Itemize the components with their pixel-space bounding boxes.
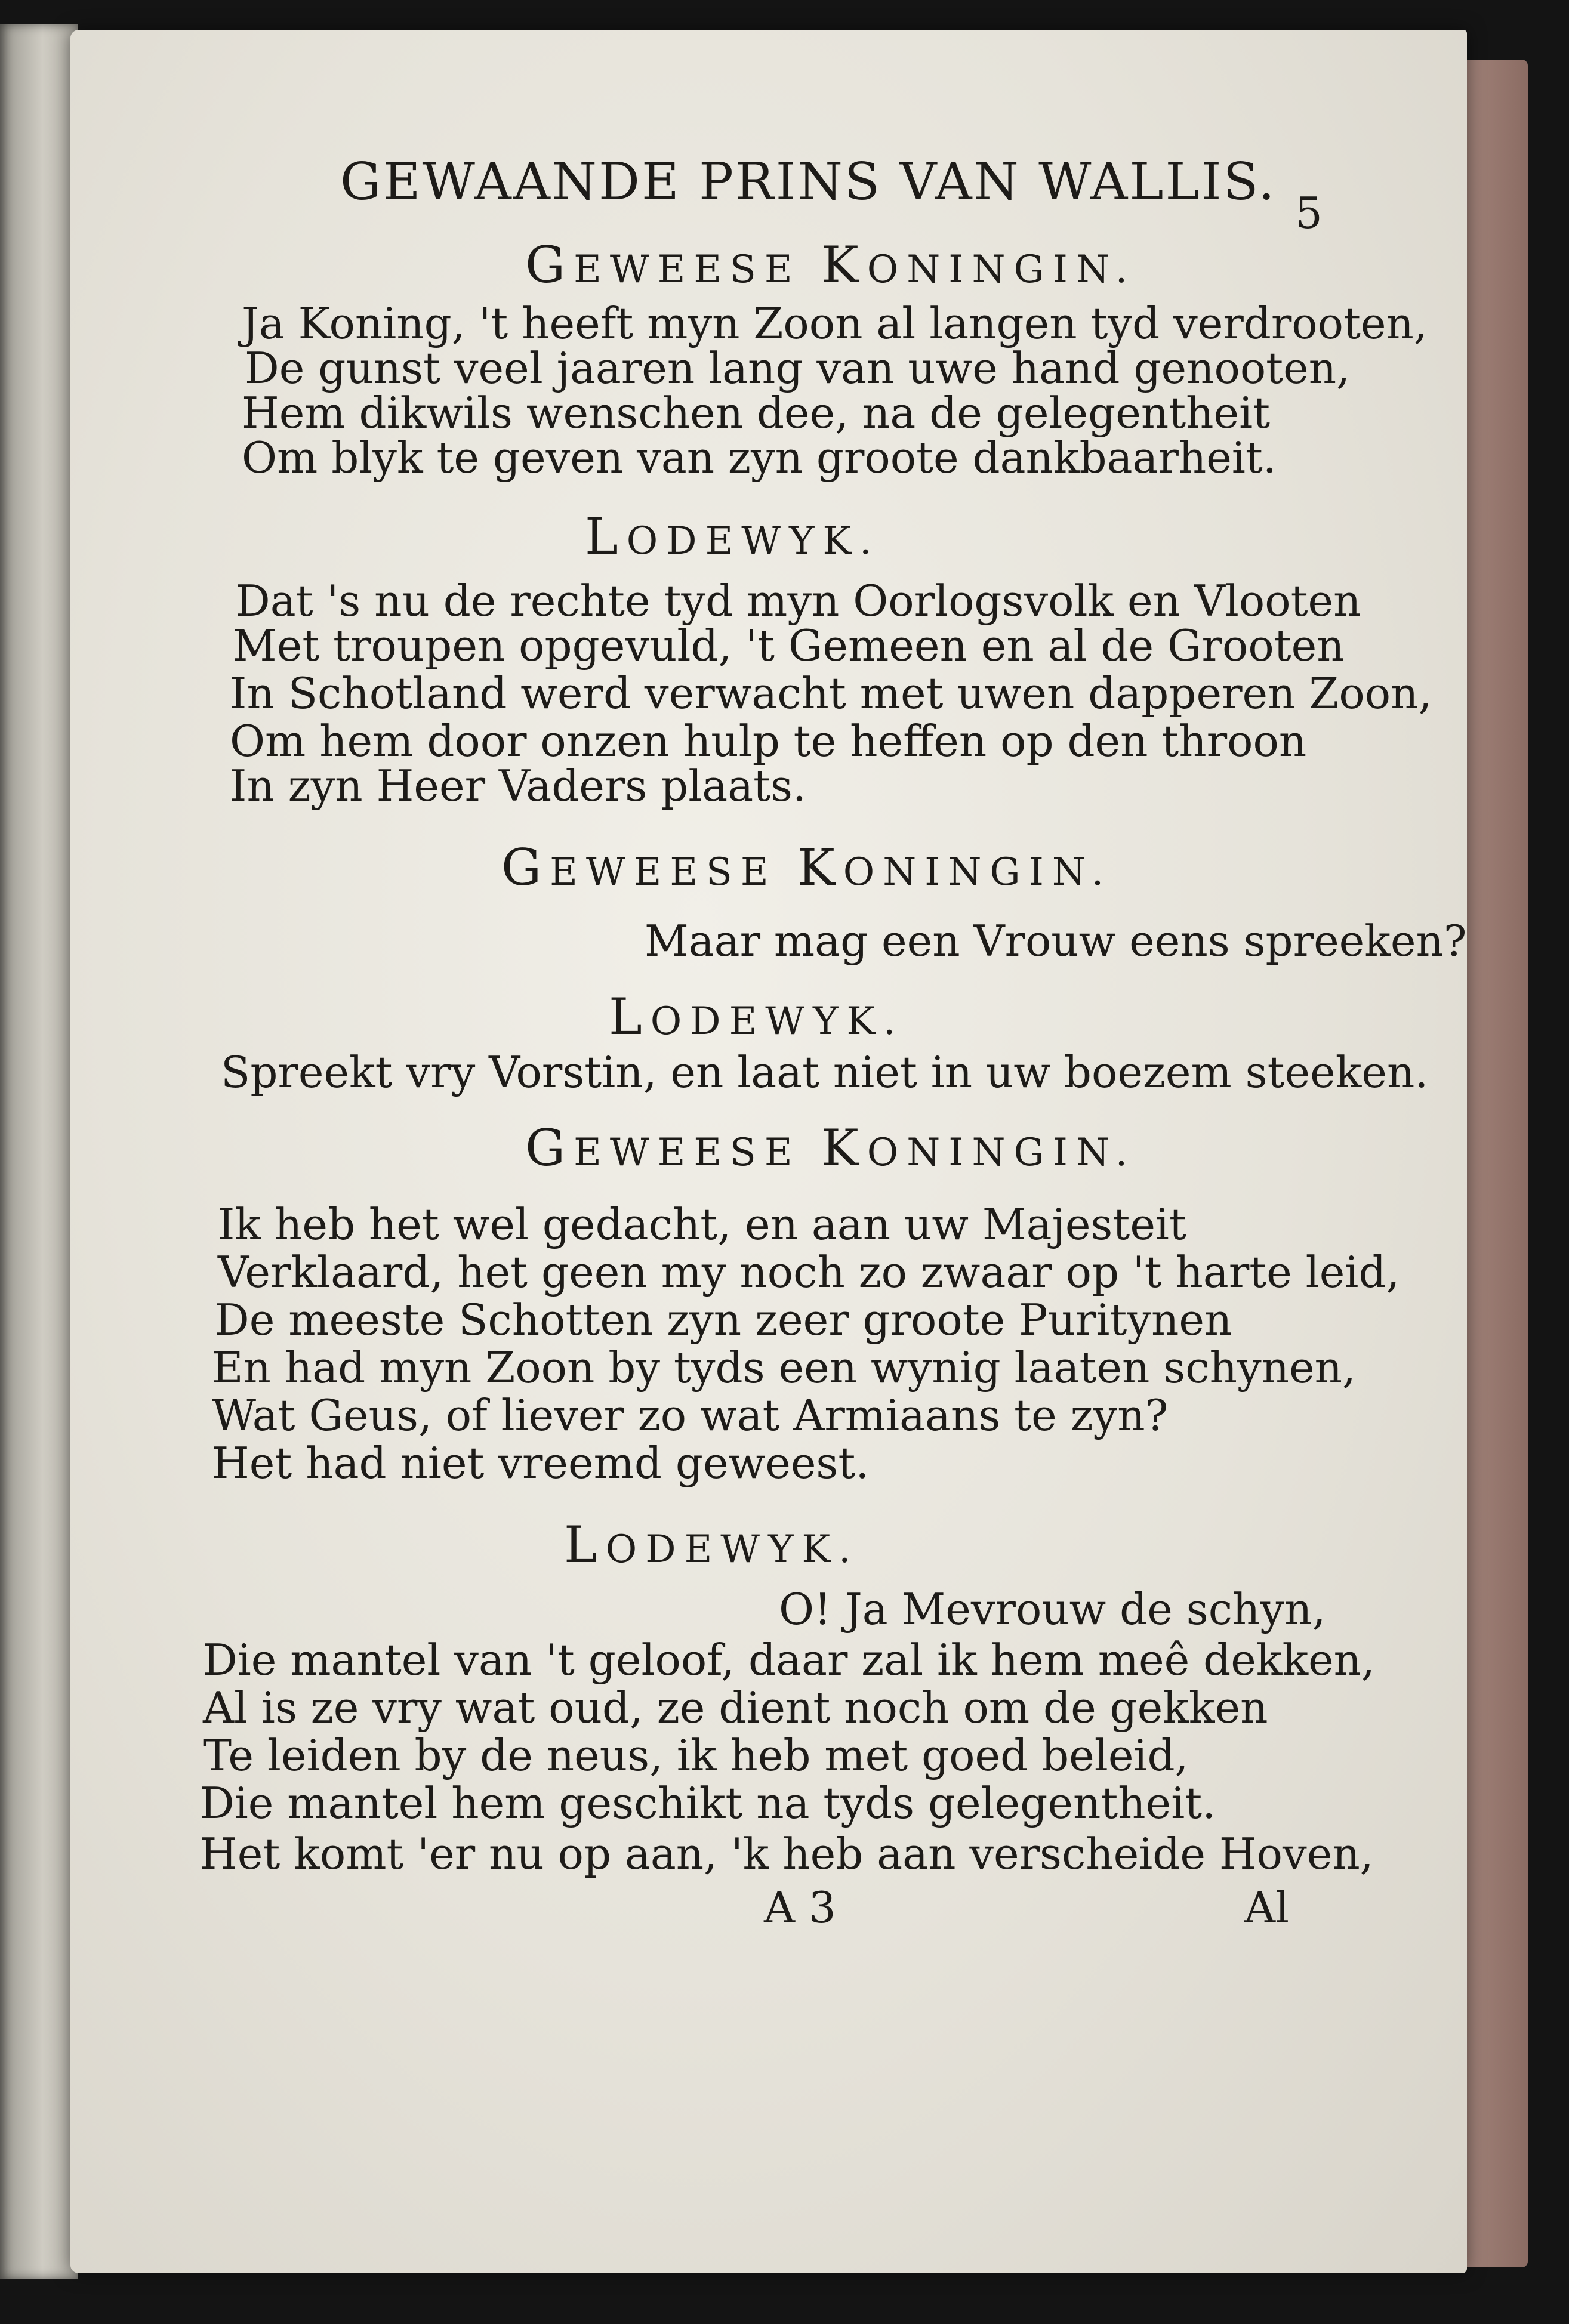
running-head: GEWAANDE PRINS VAN WALLIS. bbox=[340, 152, 1277, 212]
verse-line: Om blyk te geven van zyn groote dankbaarheit. bbox=[242, 433, 1277, 483]
speaker-heading: GEWEESE KONINGIN. bbox=[501, 838, 1112, 897]
verse-line: De meeste Schotten zyn zeer groote Puritynen bbox=[215, 1295, 1232, 1345]
speaker-heading: LODEWYK. bbox=[585, 507, 880, 566]
verse-line: Hem dikwils wenschen dee, na de gelegentheit bbox=[242, 388, 1271, 438]
verse-line: Maar mag een Vrouw eens spreeken? bbox=[645, 916, 1467, 966]
catchword: Al bbox=[1244, 1882, 1290, 1933]
verse-line: En had myn Zoon by tyds een wynig laaten schynen, bbox=[212, 1342, 1356, 1393]
signature-mark: A 3 bbox=[764, 1882, 836, 1933]
verse-line: In zyn Heer Vaders plaats. bbox=[230, 761, 806, 811]
speaker-heading: LODEWYK. bbox=[609, 987, 904, 1046]
verse-line: Ja Koning, 't heeft myn Zoon al langen tyd verdrooten, bbox=[242, 298, 1428, 348]
verse-line: Te leiden by de neus, ik heb met goed beleid, bbox=[203, 1730, 1189, 1780]
verse-line: Spreekt vry Vorstin, en laat niet in uw boezem steeken. bbox=[221, 1047, 1429, 1097]
speaker-heading: LODEWYK. bbox=[564, 1516, 859, 1574]
speaker-heading: GEWEESE KONINGIN. bbox=[525, 1119, 1136, 1177]
verse-line: Ik heb het wel gedacht, en aan uw Majesteit bbox=[218, 1199, 1186, 1249]
verse-line: Die mantel hem geschikt na tyds gelegentheit. bbox=[200, 1778, 1216, 1828]
verse-line: In Schotland werd verwacht met uwen dapperen Zoon, bbox=[230, 668, 1432, 718]
verse-line: Om hem door onzen hulp te heffen op den throon bbox=[230, 716, 1307, 766]
verse-line: O! Ja Mevrouw de schyn, bbox=[779, 1584, 1326, 1634]
page-number: 5 bbox=[1295, 188, 1323, 238]
verse-line: De gunst veel jaaren lang van uwe hand genooten, bbox=[245, 343, 1350, 393]
verse-line: Wat Geus, of liever zo wat Armiaans te zyn? bbox=[212, 1390, 1169, 1440]
speaker-heading: GEWEESE KONINGIN. bbox=[525, 236, 1136, 294]
verse-line: Al is ze vry wat oud, ze dient noch om de gekken bbox=[203, 1683, 1268, 1733]
left-page-edge bbox=[0, 24, 78, 2279]
verse-line: Dat 's nu de rechte tyd myn Oorlogsvolk en Vlooten bbox=[236, 576, 1361, 626]
verse-line: Het komt 'er nu op aan, 'k heb aan verscheide Hoven, bbox=[200, 1829, 1374, 1879]
verse-line: Met troupen opgevuld, 't Gemeen en al de Grooten bbox=[233, 621, 1345, 671]
verse-line: Die mantel van 't geloof, daar zal ik hem meê dekken, bbox=[203, 1635, 1375, 1685]
verse-line: Het had niet vreemd geweest. bbox=[212, 1438, 870, 1488]
verse-line: Verklaard, het geen my noch zo zwaar op 't harte leid, bbox=[218, 1247, 1400, 1297]
